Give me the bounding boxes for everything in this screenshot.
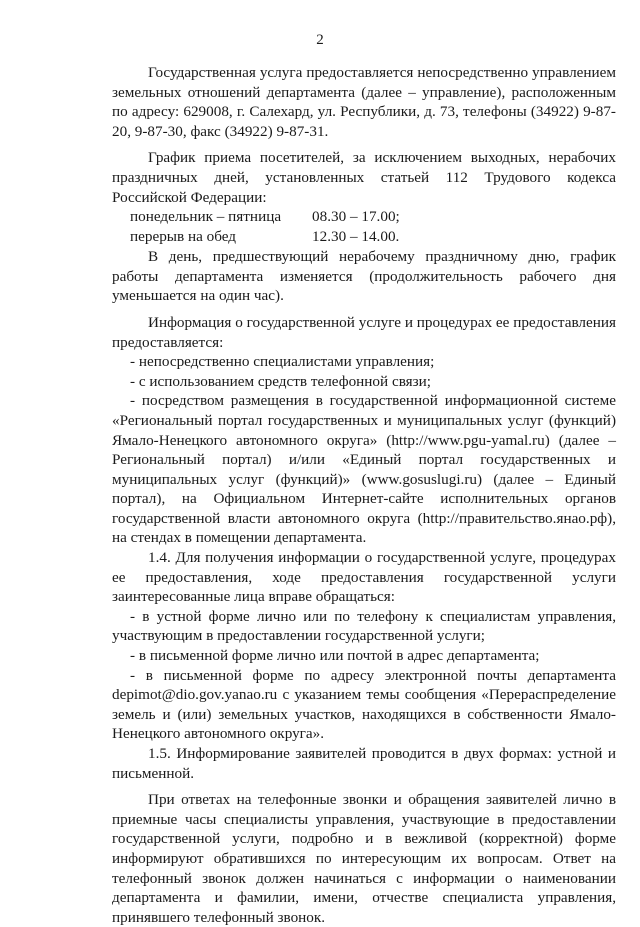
schedule-hours: 08.30 – 17.00;: [312, 208, 400, 226]
paragraph-phone-answers: При ответах на телефонные звонки и обращения заявителей лично в приемные часы специалисты управления, участвующие в предоставлении государственной услуги, подробно и в вежливой (корректной) форме информируют обратившихся по интересующим их вопросам. Ответ на телефонный звонок должен начинаться с информации о наименовании департамента и фамилии, имени, отчестве специалиста управления, принявшего телефонный звонок.: [112, 791, 616, 926]
paragraph-section-1-4: 1.4. Для получения информации о государственной услуге, процедурах ее предоставления, ходе предоставления государственной услуги заинтересованные лица вправе обращаться:: [112, 549, 616, 606]
list-item: - в устной форме лично или по телефону к специалистам управления, участвующим в предоставлении государственной услуги;: [112, 607, 616, 645]
document-body: [112, 63, 616, 927]
page-number: 2: [316, 32, 324, 48]
paragraph-service-location: Государственная услуга предоставляется непосредственно управлением земельных отношений департамента (далее – управление), расположенным по адресу: 629008, г. Салехард, ул. Республики, д. 73, телефоны (34922) 9-87-20, 9-87-30, факс (34922) 9-87-31.: [112, 64, 616, 140]
paragraph-info-provided: Информация о государственной услуге и процедурах ее предоставления предоставляется:: [112, 313, 616, 351]
list-item: - посредством размещения в государственной информационной системе «Региональный портал государственных и муниципальных услуг (функций) Ямало-Ненецкого автономного округа» (http://www.pgu-yamal.ru) (далее – Региональный портал) и/или «Единый портал государственных и муниципальных услуг (функций)» (www.gosuslugi.ru) (далее – Единый портал), на Официальном Интернет-сайте исполнительных органов государственной власти автономного округа (http://правительство.янао.рф), на стендах в помещении департамента.: [112, 392, 616, 547]
schedule-table: [112, 207, 616, 247]
schedule-row: [130, 227, 616, 247]
schedule-days: понедельник – пятница: [130, 208, 282, 226]
schedule-days: перерыв на обед: [130, 228, 237, 246]
list-item: - с использованием средств телефонной связи;: [130, 372, 431, 390]
list-item: - в письменной форме по адресу электронной почты департамента depimot@dio.gov.yanao.ru с указанием темы сообщения «Перераспределение земель и (или) земельных участков, находящихся в собственности Ямало-Ненецкого автономного округа».: [112, 666, 616, 743]
paragraph-pre-holiday: В день, предшествующий нерабочему праздничному дню, график работы департамента изменяется (продолжительность рабочего дня уменьшается на один час).: [112, 248, 616, 305]
schedule-row: [130, 207, 616, 227]
schedule-hours: 12.30 – 14.00.: [312, 228, 400, 246]
paragraph-reception-schedule: График приема посетителей, за исключением выходных, нерабочих праздничных дней, установленных статьей 112 Трудового кодекса Российской Федерации:: [112, 149, 616, 206]
list-item: - непосредственно специалистами управления;: [130, 353, 435, 371]
paragraph-section-1-5: 1.5. Информирование заявителей проводится в двух формах: устной и письменной.: [112, 745, 616, 782]
list-item: - в письменной форме лично или почтой в адрес департамента;: [130, 647, 540, 665]
